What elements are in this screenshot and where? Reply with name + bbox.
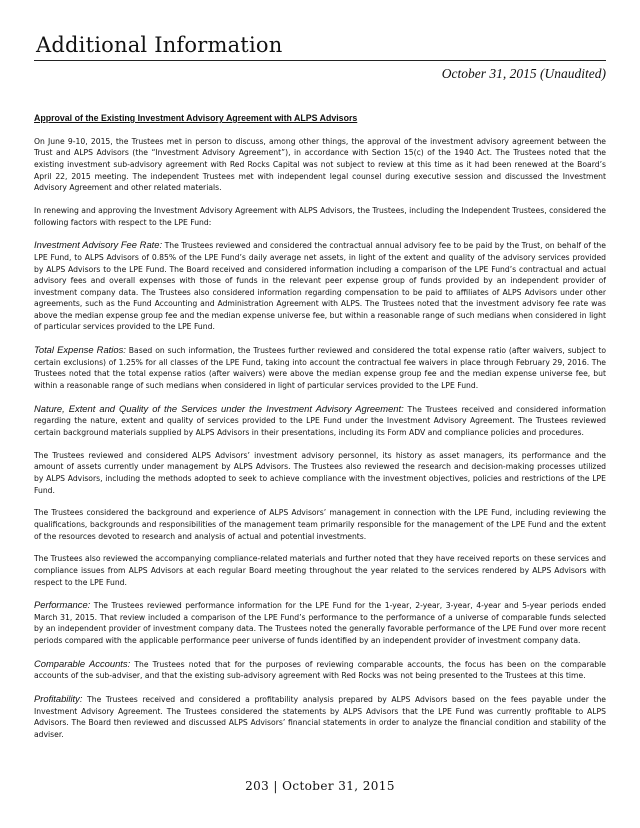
performance-text: The Trustees reviewed performance information for the LPE Fund for the 1-year, 2-year, 3-year, 4-year and 5-year periods ended March 31, 2015. That review included a comparison of the LPE Fund’s performance to the performance of a universe of comparable funds selected by an independent provider of investment company data. The Trustees noted the generally favorable performance of the LPE Fund over more recent periods compared with the applicable performance peer universe of funds identified by an independent provider of investment company data.	[34, 601, 606, 646]
personnel-paragraph: The Trustees reviewed and considered ALPS Advisors’ investment advisory personnel, its history as asset managers, its performance and the amount of assets currently under management by ALPS Advisors. The Trustees also reviewed the research and decision-making processes utilized by ALPS Advisors, including the methods adopted to seek to achieve compliance with the investment objectives, policies and restrictions of the LPE Fund.	[34, 450, 606, 495]
factors-intro-paragraph: In renewing and approving the Investment Advisory Agreement with ALPS Advisors, the Trustees, including the Independent Trustees, considered the following factors with respect to the LPE Fund:	[34, 205, 606, 227]
page-footer: 203 | October 31, 2015	[245, 779, 395, 793]
section-heading: Approval of the Existing Investment Advisory Agreement with ALPS Advisors	[34, 113, 358, 123]
profitability-text: The Trustees received and considered a profitability analysis prepared by ALPS Advisors based on the fees payable under the Investment Advisory Agreement. The Trustees considered the statements by ALPS Advisors that the LPE Fund was currently profitable to ALPS Advisors. The Board then reviewed and discussed ALPS Advisors’ financial statements in order to analyze the financial condition and stability of the adviser.	[34, 695, 606, 739]
page-title: Additional Information	[36, 33, 283, 57]
comparable-text: The Trustees noted that for the purposes of reviewing comparable accounts, the focus has been on the comparable accounts of the sub-adviser, and that the existing sub-advisory agreement with Red Rocks was not being presented to the Trustees at this time.	[34, 659, 606, 681]
background-paragraph: The Trustees considered the background and experience of ALPS Advisors’ management in connection with the LPE Fund, including reviewing the qualifications, backgrounds and responsibilities of the management team primarily responsible for the management of the LPE Fund and the extent of the resources devoted to research and analysis of actual and potential investments.	[34, 508, 606, 541]
expense-ratios-heading: Total Expense Ratios:	[34, 344, 126, 356]
expense-ratios-paragraph	[34, 344, 606, 391]
nature-text: The Trustees received and considered information regarding the nature, extent and quality of services provided to the LPE Fund under the Investment Advisory Agreement. The Trustees reviewed certain background materials supplied by ALPS Advisors in their presentations, including its Form ADV and compliance policies and procedures.	[34, 404, 607, 437]
performance-paragraph	[34, 599, 606, 646]
fee-rate-heading: Investment Advisory Fee Rate:	[34, 239, 163, 251]
body-content	[34, 113, 606, 752]
nature-paragraph	[34, 403, 606, 439]
comparable-heading: Comparable Accounts:	[34, 657, 131, 669]
fee-rate-text: The Trustees reviewed and considered the contractual annual advisory fee to be paid by the Trust, on behalf of the LPE Fund, to ALPS Advisors of 0.85% of the LPE Fund’s daily average net assets, in light of the extent and quality of the advisory services provided by ALPS Advisors to the LPE Fund. The Board received and considered information including a comparison of the LPE Fund’s contractual and actual advisory fees and overall expenses with those of funds in the relevant peer expense group of funds provided by an independent provider of investment company data. The Trustees also considered information regarding compensation to be paid to affiliates of ALPS Advisors under other agreements, such as the Fund Accounting and Administration Agreement with ALPS. The Trustees noted that the investment advisory fee rate was above the median expense group fee and the median expense universe fee, but within a reasonable range of such medians when considered in light of particular services provided to the LPE Fund.	[34, 241, 606, 332]
profitability-paragraph	[34, 693, 606, 740]
comparable-paragraph	[34, 658, 606, 682]
header-divider	[34, 60, 606, 61]
profitability-heading: Profitability:	[34, 693, 83, 705]
nature-heading: Nature, Extent and Quality of the Services under the Investment Advisory Agreement:	[34, 402, 404, 414]
compliance-paragraph: The Trustees also reviewed the accompanying compliance-related materials and further noted that they have received reports on these services and compliance issues from ALPS Advisors at each regular Board meeting throughout the year related to the services rendered by ALPS Advisors with respect to the LPE Fund.	[34, 554, 606, 587]
intro-paragraph: On June 9-10, 2015, the Trustees met in person to discuss, among other things, the approval of the investment advisory agreement between the Trust and ALPS Advisors (the “Investment Advisory Agreement”), in accordance with Section 15(c) of the 1940 Act. The Trustees noted that the existing investment sub-advisory agreement with Red Rocks Capital was not subject to review at this time as it had been renewed at the Board’s April 22, 2015 meeting. The independent Trustees met with independent legal counsel during executive session and discussed the Investment Advisory Agreement and other related materials.	[34, 136, 606, 193]
fee-rate-paragraph	[34, 239, 606, 333]
performance-heading: Performance:	[34, 599, 91, 611]
report-date: October 31, 2015 (Unaudited)	[441, 66, 606, 81]
expense-ratios-text: Based on such information, the Trustees further reviewed and considered the total expense ratio (after waivers, subject to certain exclusions) of 1.25% for all classes of the LPE Fund, taking into account the contractual fee waivers in place through February 29, 2016. The Trustees noted that the total expense ratios (after waivers) were above the median expense group fee and the median expense universe fee, but within a reasonable range of such medians when considered in light of particular services provided to the LPE Fund.	[34, 346, 606, 391]
